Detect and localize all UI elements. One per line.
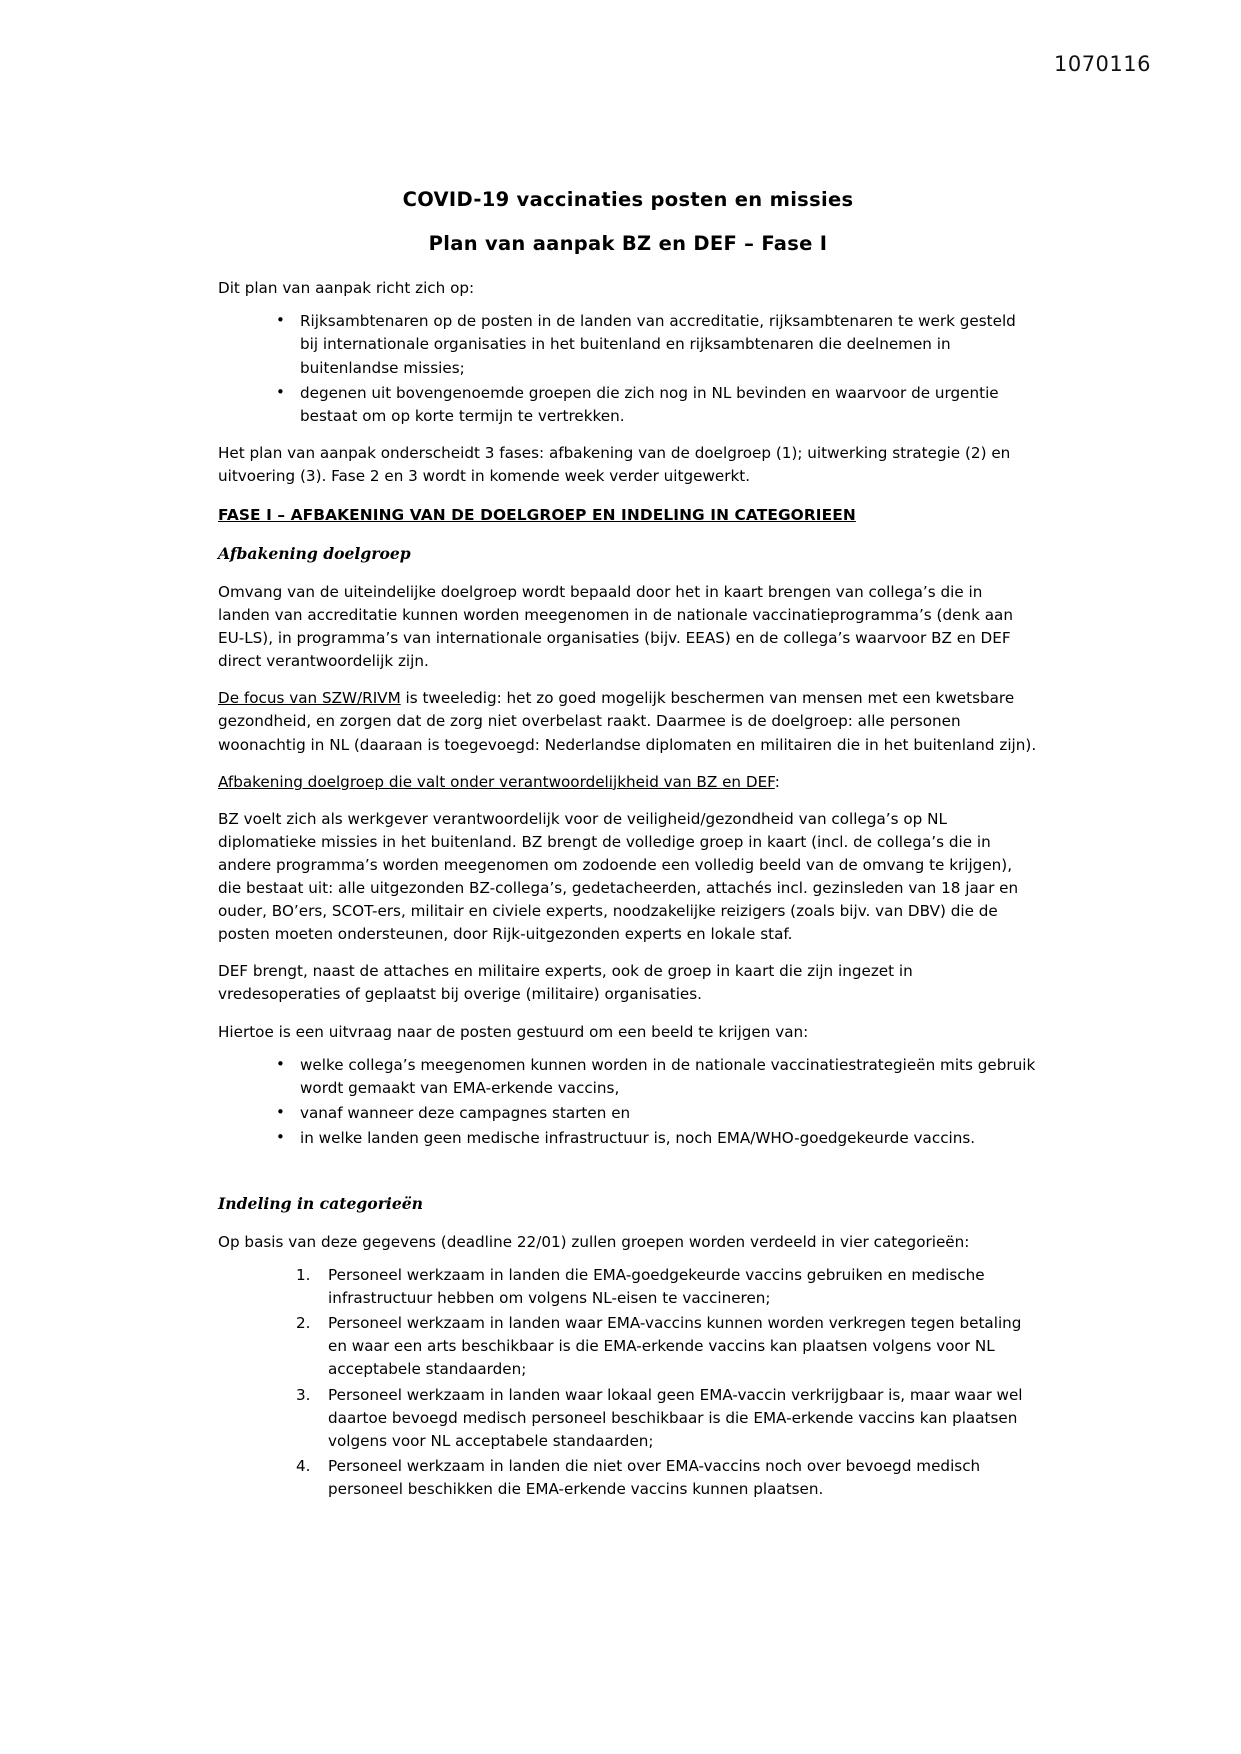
page-subtitle: Plan van aanpak BZ en DEF – Fase I (428, 232, 828, 256)
phases-paragraph: Het plan van aanpak onderscheidt 3 fases: afbakening van de doelgroep (1); uitwerking strategie (2) en uitvoering (3). Fase 2 en 3 wordt in komende week verder uitgewerkt. (218, 443, 1011, 485)
document-number: 1070116 (1053, 52, 1151, 76)
sub-heading-indeling-categorieen: Indeling in categorieën (218, 1193, 424, 1213)
afbakening-bz-def-underline: Afbakening doelgroep die valt onder verantwoordelijkheid van BZ en DEF (218, 772, 775, 791)
paragraph-omvang-doelgroep: Omvang van de uiteindelijke doelgroep wordt bepaald door het in kaart brengen van collega’s die in landen van accreditatie kunnen worden meegenomen in de nationale vaccinatieprogramma’s (denk aan EU-LS), in programma’s van internationale organisaties (bijv. EEAS) en de collega’s waarvoor BZ en DEF direct verantwoordelijk zijn. (218, 583, 1013, 671)
list-item: Personeel werkzaam in landen waar lokaal geen EMA-vaccin verkrijgbaar is, maar waar wel daartoe bevoegd medisch personeel beschikbaar is die EMA-erkende vaccins kan plaatsen volgens voor NL acceptabele standaarden; (328, 1385, 1023, 1450)
list-item: Personeel werkzaam in landen die EMA-goedgekeurde vaccins gebruiken en medische infrastructuur hebben om volgens NL-eisen te vaccineren; (328, 1266, 985, 1308)
intro-line: Dit plan van aanpak richt zich op: (218, 279, 475, 298)
list-item: • degenen uit bovengenoemde groepen die zich nog in NL bevinden en waarvoor de urgentie bestaat om op korte termijn te vertrekken. (270, 382, 1038, 428)
sub-heading-afbakening-doelgroep: Afbakening doelgroep (218, 544, 411, 563)
page-title: COVID-19 vaccinaties posten en missies (402, 188, 854, 211)
paragraph-def-attaches: DEF brengt, naast de attaches en militaire experts, ook de groep in kaart die zijn ingezet in vredesoperaties of geplaatst bij overige (militaire) organisaties. (218, 962, 913, 1004)
focus-szw-rivm-rest: is tweeledig: het zo goed mogelijk beschermen van mensen met een kwetsbare gezondheid, en zorgen dat de zorg niet overbelast raakt. Daarmee is de doelgroep: alle personen woonachtig in NL (daaraan is toegevoegd: Nederlandse diplomaten en militairen die in het buitenland zijn). (218, 689, 1037, 754)
paragraph-basis-gegevens: Op basis van deze gegevens (deadline 22/01) zullen groepen worden verdeeld in vier categorieën: (218, 1232, 970, 1251)
list-item: • welke collega’s meegenomen kunnen worden in de nationale vaccinatiestrategieën mits gebruik wordt gemaakt van EMA-erkende vaccins, (270, 1054, 1038, 1100)
intro-bullet-list (218, 310, 1038, 427)
afbakening-bz-def-rest: : (774, 772, 780, 791)
document-content (218, 185, 1038, 1515)
categories-list (218, 1264, 1038, 1501)
paragraph-focus-szw-rivm (218, 687, 1038, 756)
paragraph-uitvraag: Hiertoe is een uitvraag naar de posten gestuurd om een beeld te krijgen van: (218, 1022, 809, 1041)
focus-szw-rivm-underline: De focus van SZW/RIVM (218, 689, 401, 708)
section-heading-fase-i: FASE I – AFBAKENING VAN DE DOELGROEP EN INDELING IN CATEGORIEEN (218, 506, 856, 524)
list-item: Personeel werkzaam in landen waar EMA-vaccins kunnen worden verkregen tegen betaling en waar een arts beschikbaar is die EMA-erkende vaccins kan plaatsen volgens voor NL acceptabele standaarden; (328, 1314, 1022, 1379)
list-item: • vanaf wanneer deze campagnes starten en (270, 1102, 1038, 1125)
list-item: Personeel werkzaam in landen die niet over EMA-vaccins noch over bevoegd medisch personeel beschikken die EMA-erkende vaccins kunnen plaatsen. (328, 1456, 981, 1498)
list-item: • in welke landen geen medische infrastructuur is, noch EMA/WHO-goedgekeurde vaccins. (270, 1127, 1038, 1150)
paragraph-afbakening-bz-def (218, 771, 1038, 794)
list-item: • Rijksambtenaren op de posten in de landen van accreditatie, rijksambtenaren te werk gesteld bij internationale organisaties in het buitenland en rijksambtenaren die deelnemen in buitenlandse missies; (270, 310, 1038, 379)
paragraph-bz-werkgever: BZ voelt zich als werkgever verantwoordelijk voor de veiligheid/gezondheid van collega’s op NL diplomatieke missies in het buitenland. BZ brengt de volledige groep in kaart (incl. de collega’s die in andere programma’s worden meegenomen om zodoende een volledig beeld van de omvang te krijgen), die bestaat uit: alle uitgezonden BZ-collega’s, gedetacheerden, attachés incl. gezinsleden van 18 jaar en ouder, BO’ers, SCOT-ers, militair en civiele experts, noodzakelijke reizigers (zoals bijv. van DBV) die de posten moeten ondersteunen, door Rijk-uitgezonden experts en lokale staf. (218, 809, 1019, 944)
uitvraag-bullet-list (218, 1054, 1038, 1150)
